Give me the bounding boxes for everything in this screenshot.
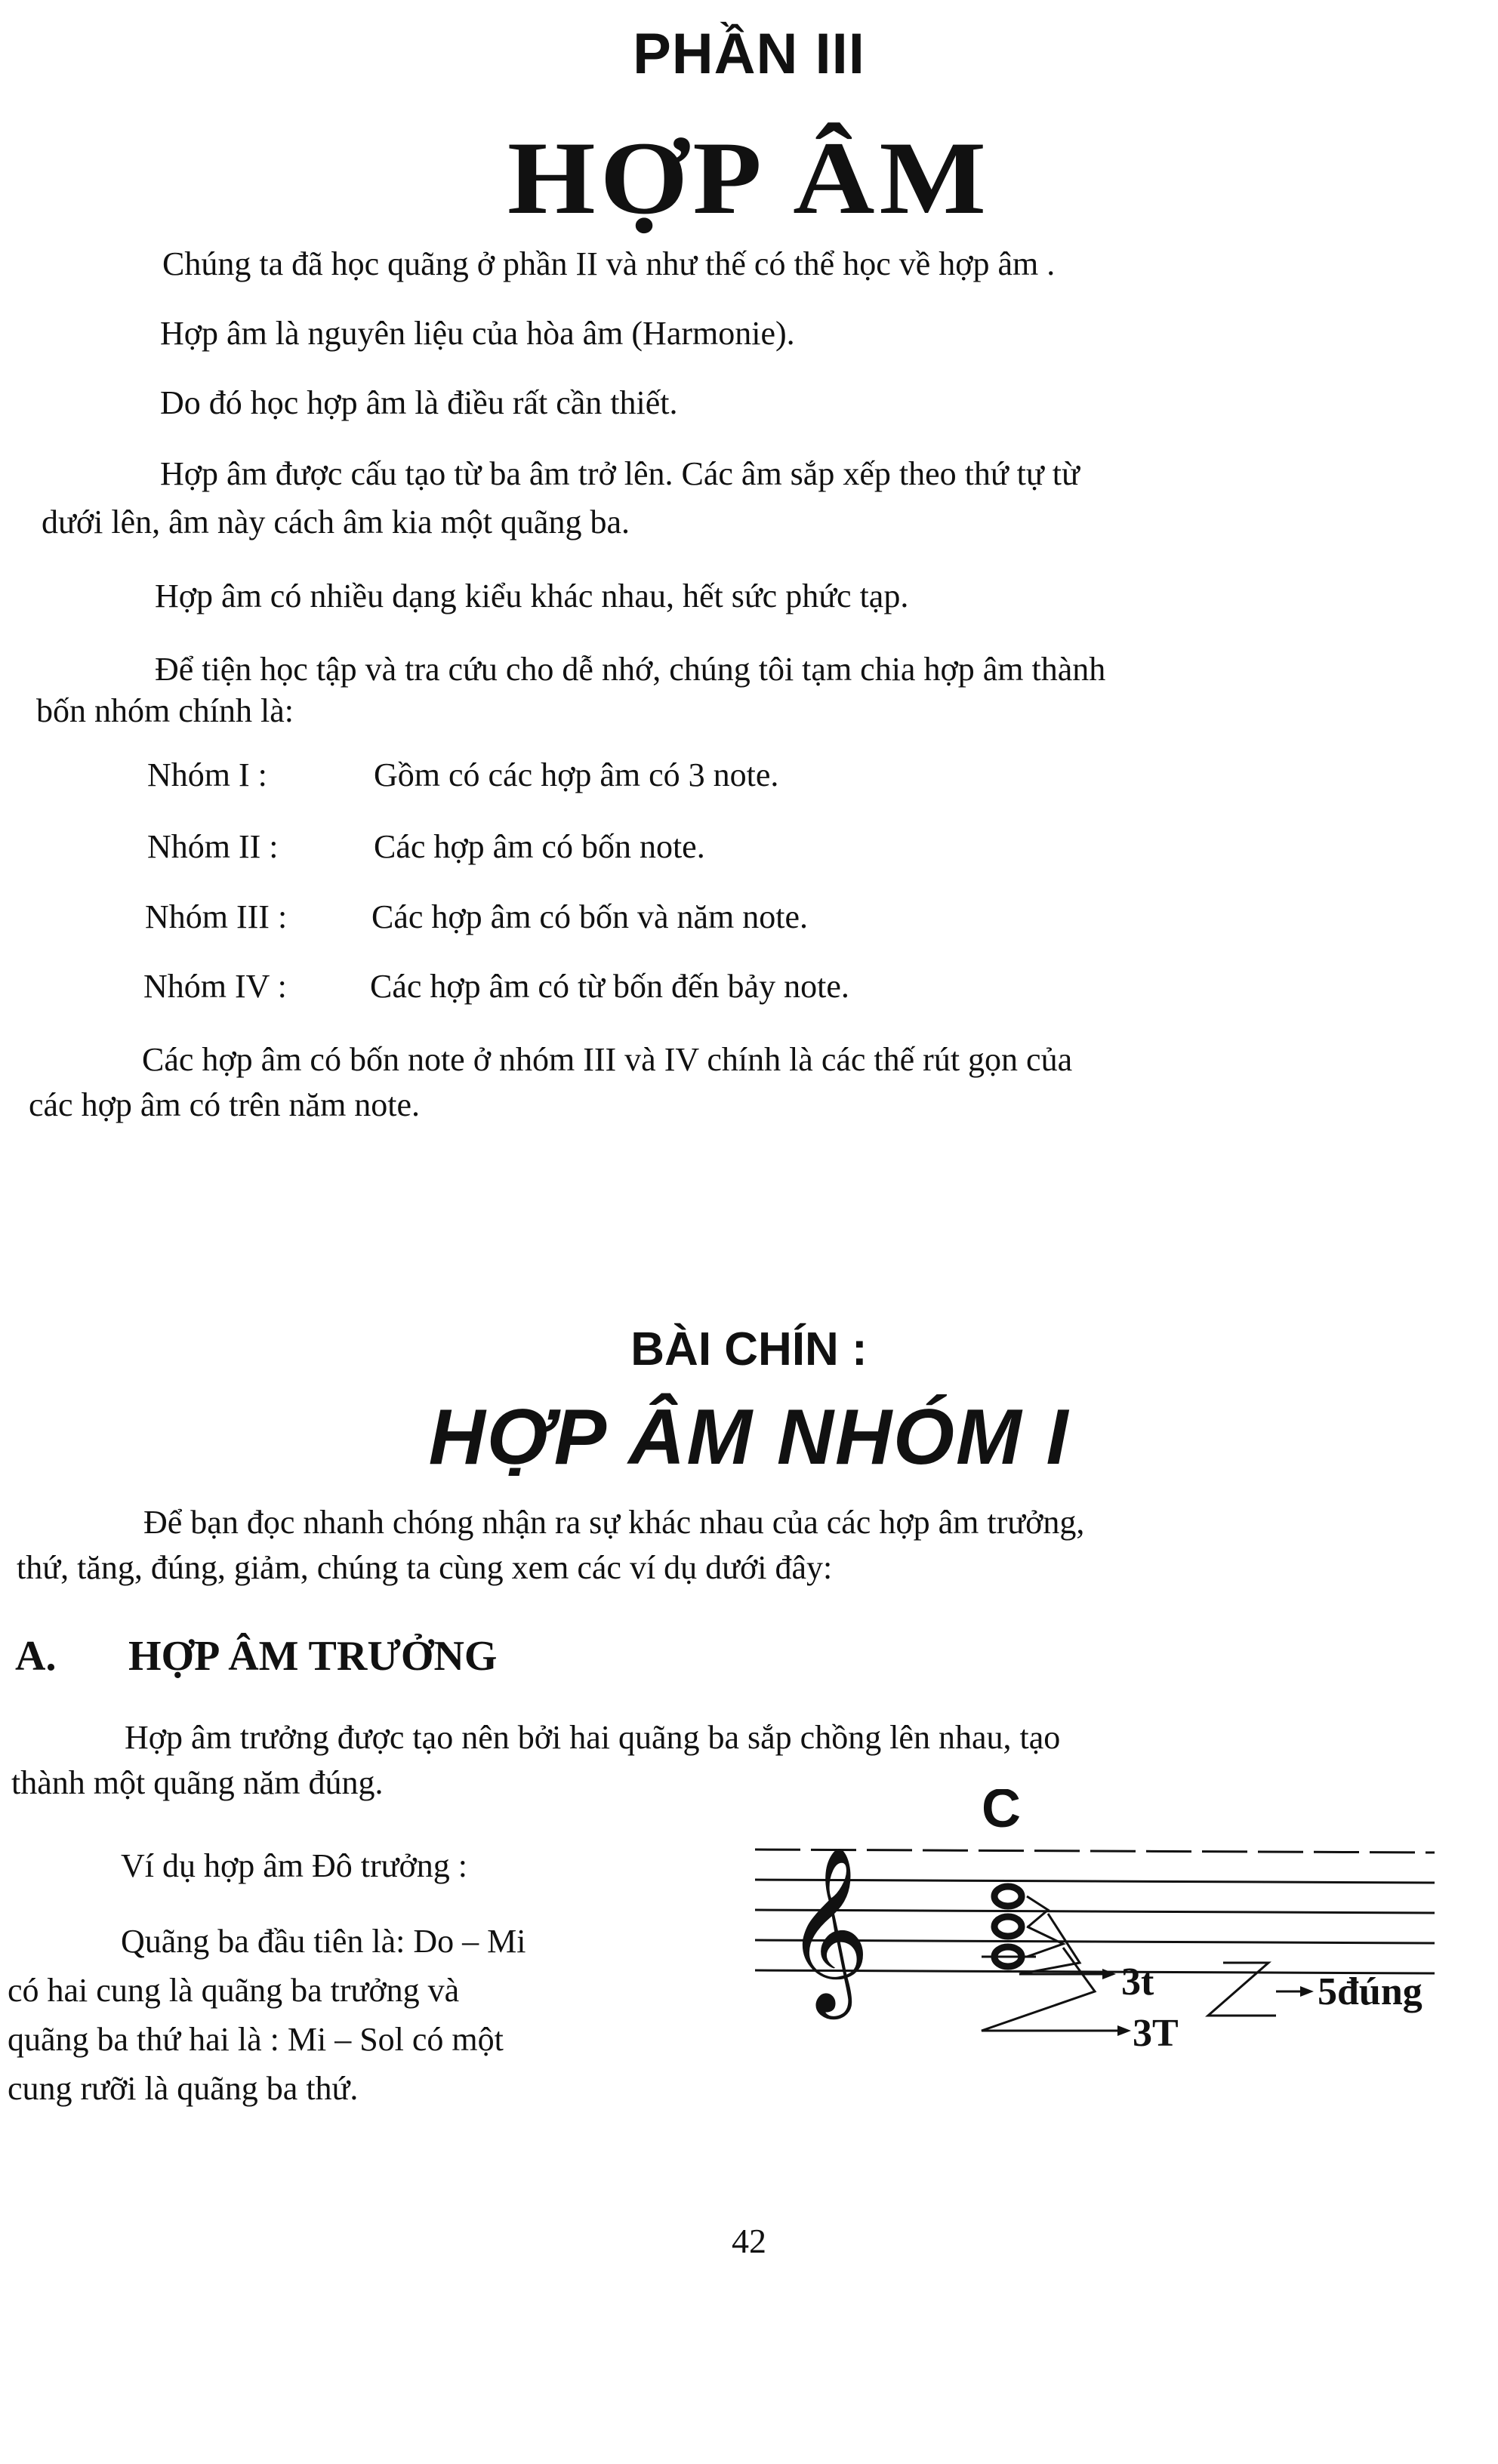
intro-line-5: dưới lên, âm này cách âm kia một quãng ba. [42,504,630,541]
chord-diagram [755,1789,1465,2091]
lesson-title: HỢP ÂM NHÓM I [428,1394,1070,1481]
part-label: PHẦN III [633,22,865,86]
intro-line-4: Hợp âm được cấu tạo từ ba âm trở lên. Các âm sắp xếp theo thứ tự từ [160,455,1080,492]
treble-clef-icon: 𝄞 [785,1845,871,2012]
intro-line-8: bốn nhóm chính là: [36,692,294,729]
chord-notes [994,1886,1022,1967]
section-title: HỢP ÂM TRƯỞNG [128,1633,498,1680]
intro-line-3: Do đó học hợp âm là điều rất cần thiết. [160,384,678,421]
group-desc: Các hợp âm có bốn và năm note. [371,898,808,935]
part-title: HỢP ÂM [507,120,991,236]
label-minor-third: 3t [1121,1960,1154,2004]
intro-line-2: Hợp âm là nguyên liệu của hòa âm (Harmonie). [160,315,795,352]
label-major-third: 3T [1133,2012,1179,2055]
label-fifth: 5đúng [1318,1970,1422,2013]
note-g [994,1886,1022,1906]
lesson-intro-line-1: Để bạn đọc nhanh chóng nhận ra sự khác nhau của các hợp âm trưởng, [143,1504,1085,1541]
intro-line-6: Hợp âm có nhiều dạng kiểu khác nhau, hết sức phức tạp. [155,578,909,614]
arrow-major-third [982,1948,1117,2031]
groups-note-line-2: các hợp âm có trên năm note. [29,1086,421,1123]
chord-name: C [982,1789,1021,1839]
example-line-1: Quãng ba đầu tiên là: Do – Mi [121,1923,526,1960]
group-name: Nhóm IV : [143,968,287,1005]
section-a-line-1: Hợp âm trưởng được tạo nên bởi hai quãng ba sắp chồng lên nhau, tạo [125,1719,1061,1756]
intro-line-7: Để tiện học tập và tra cứu cho dễ nhớ, chúng tôi tạm chia hợp âm thành [155,651,1106,688]
group-desc: Các hợp âm có từ bốn đến bảy note. [370,968,849,1005]
group-desc: Gồm có các hợp âm có 3 note. [374,756,779,793]
group-desc: Các hợp âm có bốn note. [374,828,705,865]
example-line-2: có hai cung là quãng ba trưởng và [8,1972,460,2009]
group-name: Nhóm III : [145,898,288,935]
lesson-intro-line-2: thứ, tăng, đúng, giảm, chúng ta cùng xem các ví dụ dưới đây: [17,1549,833,1586]
section-heading [15,1632,497,1680]
example-line-3: quãng ba thứ hai là : Mi – Sol có một [8,2021,504,2058]
group-name: Nhóm I : [147,756,267,793]
note-e [994,1917,1022,1936]
lesson-label: BÀI CHÍN : [630,1323,868,1375]
section-a-line-3: Ví dụ hợp âm Đô trưởng : [121,1847,468,1884]
intro-line-1: Chúng ta đã học quãng ở phần II và như thế có thể học về hợp âm . [162,245,1056,282]
example-line-4: cung rưỡi là quãng ba thứ. [8,2070,359,2107]
section-a-line-2: thành một quãng năm đúng. [11,1764,384,1801]
groups-note-line-1: Các hợp âm có bốn note ở nhóm III và IV chính là các thế rút gọn của [142,1041,1073,1078]
section-letter: A. [15,1633,57,1680]
group-name: Nhóm II : [147,828,279,865]
arrow-fifth-bracket [1208,1963,1276,2016]
page-number: 42 [732,2222,766,2260]
